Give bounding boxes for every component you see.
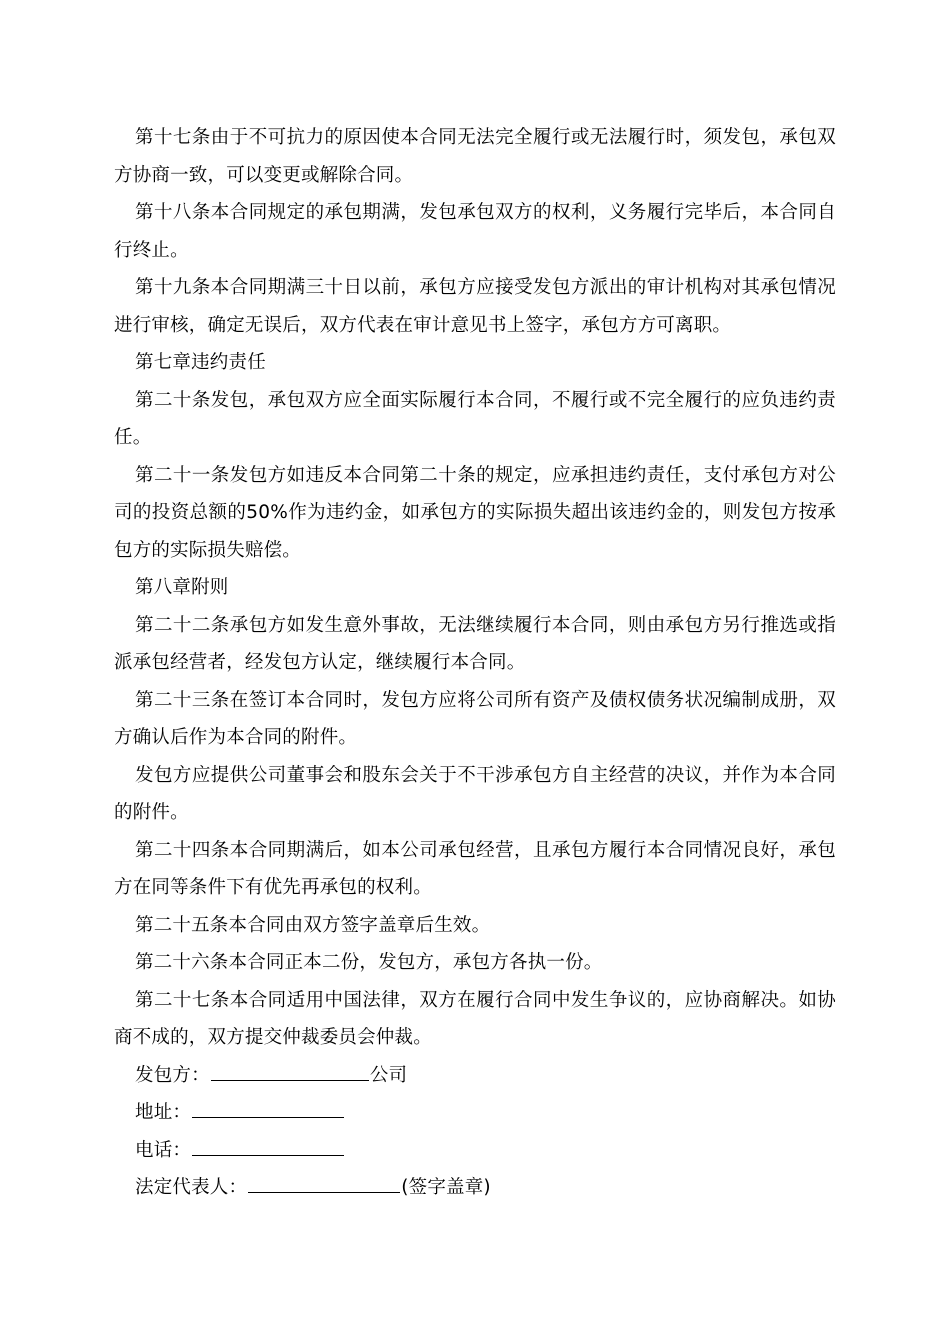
address-blank[interactable] bbox=[192, 1099, 344, 1119]
clause-18: 第十八条本合同规定的承包期满，发包承包双方的权利，义务履行完毕后，本合同自行终止。 bbox=[114, 202, 836, 261]
party-label: 发包方： bbox=[135, 1064, 210, 1086]
representative-blank[interactable] bbox=[248, 1174, 400, 1194]
clause-20: 第二十条发包，承包双方应全面实际履行本合同，不履行或不完全履行的应负违约责任。 bbox=[114, 389, 836, 448]
contract-body bbox=[114, 119, 836, 1207]
clause-22: 第二十二条承包方如发生意外事故，无法继续履行本合同，则由承包方另行推选或指派承包经营者，经发包方认定，继续履行本合同。 bbox=[114, 614, 836, 673]
signature-party-line bbox=[114, 1057, 836, 1095]
clause-27: 第二十七条本合同适用中国法律，双方在履行合同中发生争议的，应协商解决。如协商不成的，双方提交仲裁委员会仲裁。 bbox=[114, 989, 836, 1048]
representative-suffix: (签字盖章) bbox=[401, 1177, 491, 1198]
clause-23: 第二十三条在签订本合同时，发包方应将公司所有资产及债权债务状况编制成册，双方确认后作为本合同的附件。 bbox=[114, 689, 836, 748]
signature-representative-line bbox=[114, 1169, 836, 1207]
clause-17: 第十七条由于不可抗力的原因使本合同无法完全履行或无法履行时，须发包，承包双方协商一致，可以变更或解除合同。 bbox=[114, 127, 836, 186]
phone-label: 电话： bbox=[135, 1139, 192, 1161]
representative-label: 法定代表人： bbox=[135, 1177, 248, 1198]
clause-21: 第二十一条发包方如违反本合同第二十条的规定，应承担违约责任，支付承包方对公司的投资总额的50%作为违约金，如承包方的实际损失超出该违约金的，则发包方按承包方的实际损失赔偿。 bbox=[114, 464, 836, 561]
clause-23-supplement: 发包方应提供公司董事会和股东会关于不干涉承包方自主经营的决议，并作为本合同的附件。 bbox=[114, 764, 836, 823]
party-name-blank[interactable] bbox=[211, 1061, 369, 1081]
chapter-8-heading: 第八章附则 bbox=[135, 577, 229, 598]
clause-24: 第二十四条本合同期满后，如本公司承包经营，且承包方履行本合同情况良好，承包方在同等条件下有优先再承包的权利。 bbox=[114, 839, 836, 898]
clause-26: 第二十六条本合同正本二份，发包方，承包方各执一份。 bbox=[135, 952, 603, 973]
phone-blank[interactable] bbox=[192, 1136, 344, 1156]
clause-25: 第二十五条本合同由双方签字盖章后生效。 bbox=[135, 914, 491, 936]
chapter-7-heading: 第七章违约责任 bbox=[135, 352, 266, 373]
address-label: 地址： bbox=[135, 1102, 192, 1123]
signature-address-line bbox=[114, 1094, 836, 1132]
clause-19: 第十九条本合同期满三十日以前，承包方应接受发包方派出的审计机构对其承包情况进行审核，确定无误后，双方代表在审计意见书上签字，承包方方可离职。 bbox=[114, 277, 836, 336]
signature-phone-line bbox=[114, 1132, 836, 1170]
party-suffix: 公司 bbox=[369, 1064, 408, 1086]
